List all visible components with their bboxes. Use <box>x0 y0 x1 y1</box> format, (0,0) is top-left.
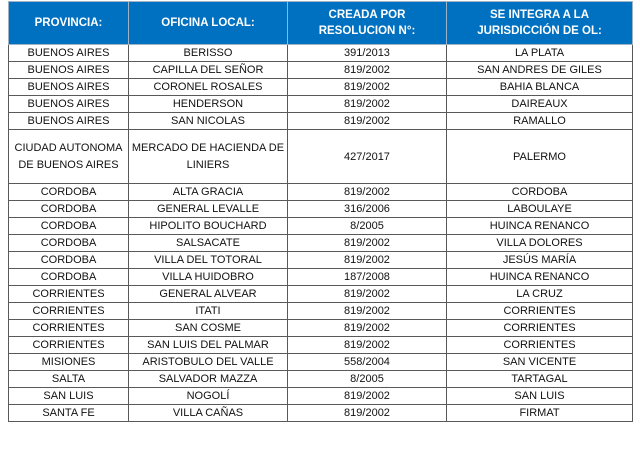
table-row <box>9 201 633 218</box>
cell-provincia: CORDOBA <box>9 269 129 286</box>
cell-resolucion: 558/2004 <box>288 354 447 371</box>
cell-jurisdiccion: TARTAGAL <box>447 371 633 388</box>
table-body <box>9 45 633 422</box>
cell-resolucion: 819/2002 <box>288 337 447 354</box>
cell-jurisdiccion: CORRIENTES <box>447 337 633 354</box>
cell-provincia: CORRIENTES <box>9 303 129 320</box>
table-row <box>9 303 633 320</box>
cell-resolucion: 819/2002 <box>288 388 447 405</box>
cell-jurisdiccion: BAHIA BLANCA <box>447 79 633 96</box>
cell-resolucion: 819/2002 <box>288 79 447 96</box>
cell-oficina-local: ITATI <box>129 303 288 320</box>
cell-resolucion: 819/2002 <box>288 62 447 79</box>
cell-provincia: BUENOS AIRES <box>9 45 129 62</box>
cell-oficina-local: SALSACATE <box>129 235 288 252</box>
cell-jurisdiccion: CORRIENTES <box>447 320 633 337</box>
cell-provincia: CIUDAD AUTONOMA DE BUENOS AIRES <box>9 130 129 184</box>
cell-oficina-local: SALVADOR MAZZA <box>129 371 288 388</box>
cell-oficina-local: VILLA HUIDOBRO <box>129 269 288 286</box>
cell-oficina-local: SAN COSME <box>129 320 288 337</box>
cell-provincia: BUENOS AIRES <box>9 113 129 130</box>
cell-resolucion: 8/2005 <box>288 371 447 388</box>
cell-oficina-local: HENDERSON <box>129 96 288 113</box>
table-row <box>9 388 633 405</box>
cell-oficina-local: ARISTOBULO DEL VALLE <box>129 354 288 371</box>
cell-provincia: CORRIENTES <box>9 320 129 337</box>
table-row <box>9 113 633 130</box>
cell-oficina-local: CAPILLA DEL SEÑOR <box>129 62 288 79</box>
cell-provincia: CORRIENTES <box>9 337 129 354</box>
cell-provincia: CORDOBA <box>9 252 129 269</box>
cell-jurisdiccion: LA CRUZ <box>447 286 633 303</box>
header-resolucion: CREADA POR RESOLUCION N°: <box>288 2 447 45</box>
cell-oficina-local: VILLA CAÑAS <box>129 405 288 422</box>
cell-resolucion: 819/2002 <box>288 184 447 201</box>
cell-jurisdiccion: LA PLATA <box>447 45 633 62</box>
cell-provincia: CORRIENTES <box>9 286 129 303</box>
table-row <box>9 79 633 96</box>
cell-provincia: BUENOS AIRES <box>9 96 129 113</box>
cell-resolucion: 391/2013 <box>288 45 447 62</box>
table-row <box>9 45 633 62</box>
cell-provincia: BUENOS AIRES <box>9 62 129 79</box>
table-row <box>9 252 633 269</box>
cell-oficina-local: VILLA DEL TOTORAL <box>129 252 288 269</box>
cell-oficina-local: ALTA GRACIA <box>129 184 288 201</box>
header-oficina-local: OFICINA LOCAL: <box>129 2 288 45</box>
table-row <box>9 96 633 113</box>
cell-resolucion: 819/2002 <box>288 405 447 422</box>
cell-resolucion: 819/2002 <box>288 113 447 130</box>
cell-oficina-local: GENERAL ALVEAR <box>129 286 288 303</box>
cell-oficina-local: MERCADO DE HACIENDA DE LINIERS <box>129 130 288 184</box>
cell-jurisdiccion: CORDOBA <box>447 184 633 201</box>
table-row <box>9 354 633 371</box>
cell-oficina-local: SAN LUIS DEL PALMAR <box>129 337 288 354</box>
cell-provincia: CORDOBA <box>9 235 129 252</box>
cell-provincia: CORDOBA <box>9 218 129 235</box>
cell-jurisdiccion: SAN VICENTE <box>447 354 633 371</box>
table-row <box>9 371 633 388</box>
cell-jurisdiccion: SAN LUIS <box>447 388 633 405</box>
cell-resolucion: 316/2006 <box>288 201 447 218</box>
cell-oficina-local: NOGOLÍ <box>129 388 288 405</box>
cell-resolucion: 819/2002 <box>288 303 447 320</box>
table-row <box>9 405 633 422</box>
table-row <box>9 320 633 337</box>
cell-resolucion: 819/2002 <box>288 252 447 269</box>
header-provincia: PROVINCIA: <box>9 2 129 45</box>
cell-resolucion: 819/2002 <box>288 235 447 252</box>
table-row <box>9 269 633 286</box>
cell-provincia: CORDOBA <box>9 201 129 218</box>
cell-oficina-local: GENERAL LEVALLE <box>129 201 288 218</box>
header-row <box>9 2 633 45</box>
cell-jurisdiccion: LABOULAYE <box>447 201 633 218</box>
table-row <box>9 218 633 235</box>
cell-resolucion: 819/2002 <box>288 96 447 113</box>
cell-provincia: MISIONES <box>9 354 129 371</box>
cell-jurisdiccion: JESÚS MARÍA <box>447 252 633 269</box>
cell-jurisdiccion: PALERMO <box>447 130 633 184</box>
offices-table <box>8 1 633 422</box>
table-row <box>9 184 633 201</box>
cell-jurisdiccion: HUINCA RENANCO <box>447 218 633 235</box>
cell-oficina-local: CORONEL ROSALES <box>129 79 288 96</box>
table-row <box>9 62 633 79</box>
cell-resolucion: 427/2017 <box>288 130 447 184</box>
cell-jurisdiccion: RAMALLO <box>447 113 633 130</box>
cell-provincia: BUENOS AIRES <box>9 79 129 96</box>
cell-oficina-local: BERISSO <box>129 45 288 62</box>
table-row <box>9 235 633 252</box>
header-jurisdiccion: SE INTEGRA A LA JURISDICCIÓN DE OL: <box>447 2 633 45</box>
cell-jurisdiccion: CORRIENTES <box>447 303 633 320</box>
cell-resolucion: 187/2008 <box>288 269 447 286</box>
cell-provincia: SALTA <box>9 371 129 388</box>
cell-provincia: SANTA FE <box>9 405 129 422</box>
cell-jurisdiccion: SAN ANDRES DE GILES <box>447 62 633 79</box>
cell-resolucion: 819/2002 <box>288 286 447 303</box>
cell-provincia: SAN LUIS <box>9 388 129 405</box>
table-row <box>9 337 633 354</box>
cell-jurisdiccion: DAIREAUX <box>447 96 633 113</box>
cell-oficina-local: HIPOLITO BOUCHARD <box>129 218 288 235</box>
cell-provincia: CORDOBA <box>9 184 129 201</box>
cell-jurisdiccion: HUINCA RENANCO <box>447 269 633 286</box>
cell-resolucion: 8/2005 <box>288 218 447 235</box>
cell-oficina-local: SAN NICOLAS <box>129 113 288 130</box>
cell-jurisdiccion: VILLA DOLORES <box>447 235 633 252</box>
cell-jurisdiccion: FIRMAT <box>447 405 633 422</box>
table-row <box>9 130 633 184</box>
cell-resolucion: 819/2002 <box>288 320 447 337</box>
table-row <box>9 286 633 303</box>
